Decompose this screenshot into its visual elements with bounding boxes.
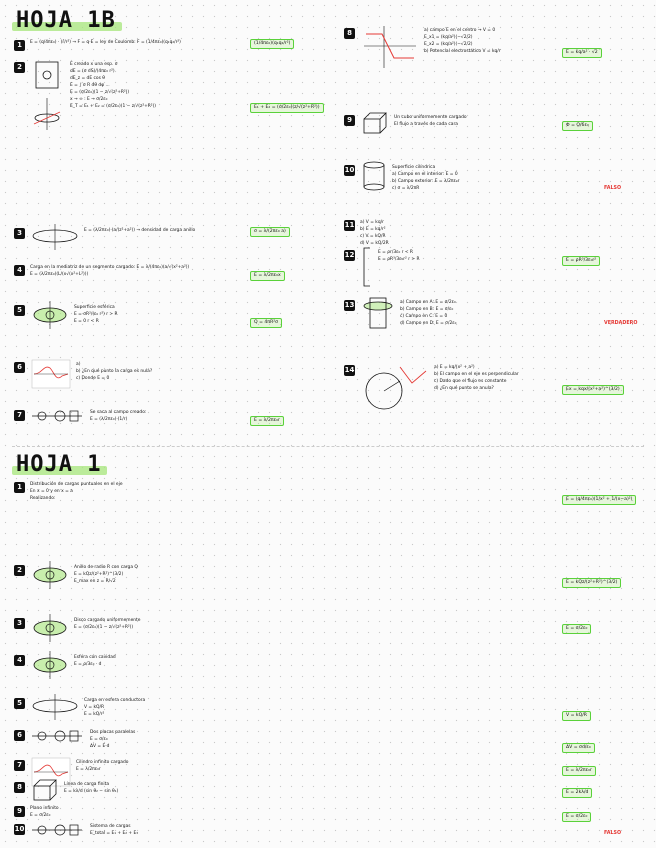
sheet-a-problem-10-answer: FALSO (604, 186, 622, 191)
sheet-a-problem-6-number: 6 (14, 362, 25, 373)
sheet-a-problem-3-number: 3 (14, 228, 25, 239)
sheet-a-problem-11-line: a) V = kq/r (360, 220, 384, 225)
sheet-b-problem-1-line: En x = 0 y en x = a (30, 489, 73, 494)
sheet-b-problem-2-answer: E = kQz/(z²+R²)^(3/2) (562, 578, 621, 588)
sheet-b-problem-6-line: Dos placas paralelas (90, 730, 136, 735)
sheet-a-problem-7-line: Se saca al campo creado: (90, 410, 147, 415)
sheet-a-problem-1-answer: (1/4πε₀)(q₁q₂/r²) (250, 39, 294, 49)
sheet-a-problem-2-line: E = ∫ σ R dθ dφ ... (70, 83, 110, 88)
sheet-a-problem-5-number: 5 (14, 305, 25, 316)
sheet-b-problem-2-line: E = kQz/(z²+R²)^(3/2) (74, 572, 124, 577)
sheet-a-problem-3-line: E = (λ/2πε₀)·(a/(z²+a²)) → densidad de carga anillo (84, 228, 196, 233)
sheet-a-problem-14-number: 14 (344, 366, 355, 374)
sheet-b-problem-10-number: 10 (14, 825, 25, 833)
sheet-a-problem-2-line: E creado x una esp. σ (70, 62, 118, 67)
sheet-a-problem-14-line: d) ¿En qué punto se anula? (434, 386, 494, 391)
sheet-a-problem-2-number: 2 (14, 62, 25, 73)
sheet-separator (12, 446, 644, 447)
sheet-a-problem-5-line: Superficie esférica (74, 305, 115, 310)
sheet-b-problem-2-line: E_max en z = R/√2 (74, 579, 116, 584)
sheet-b-problem-3-answer: E = σ/2ε₀ (562, 624, 591, 634)
sheet-b-problem-6-answer: ΔV = σd/ε₀ (562, 743, 595, 753)
plate-figure (30, 58, 66, 134)
sphere-figure (30, 561, 70, 591)
sheet-b-problem-10-answer: FALSO (604, 831, 622, 836)
sheet-a-problem-2-line: dE_z = dE cos θ (70, 76, 105, 81)
sphere-figure (30, 301, 70, 331)
sheet-a-problem-4-number: 4 (14, 265, 25, 276)
sheet-b-problem-7-line: E = λ/2πε₀r (76, 767, 101, 772)
sheet-b-problem-2-line: Anillo de radio R con carga Q (74, 565, 138, 570)
sheet-a-problem-5-line: E = 0 r < R (74, 319, 99, 324)
sheet-a-problem-13-line: a) Campo en A: E = σ/2ε₀ (400, 300, 456, 305)
sheet-b-problem-3-line: Disco cargado uniformemente (74, 618, 141, 623)
sheet-a-problem-10-line: c) σ = λ/2πR (392, 186, 420, 191)
sheet-a-problem-2-answer: E₁ + E₂ = (σ/2ε₀)(z/√(z²+R²)) (250, 103, 324, 113)
ring-figure (30, 694, 80, 722)
sheet-a-problem-14-line: a) E = kq/(x² + a²) (434, 365, 475, 370)
sheet-b-problem-6-number: 6 (14, 730, 25, 741)
sheet-b-problem-1-line: Realizando: (30, 496, 56, 501)
sheet-a-problem-7-number: 7 (14, 410, 25, 421)
sheet-b-problem-5-line: V = kQ/R (84, 705, 105, 710)
sheet-a-problem-7-line: E = (λ/2πε₀)·(1/r) (90, 417, 128, 422)
line-figure (30, 820, 86, 842)
ring-figure (30, 224, 80, 252)
sheet-a-problem-14-line: c) Dado que el flujo es constante (434, 379, 507, 384)
sheet-a-problem-11-line: b) E = kq/r² (360, 227, 386, 232)
sheet-b-problem-10-line: E_total = E₁ + E₂ + E₃ (90, 831, 139, 836)
sheet-b-problem-5-number: 5 (14, 698, 25, 709)
sheet-a-problem-12-line: E = ρR³/3ε₀r² r > R (378, 257, 420, 262)
line-figure (30, 726, 86, 748)
sheet-a-problem-2-line: E_T = E₁ + E₂ = (σ/2ε₀)(1 − z/√(z²+R²)) (70, 104, 156, 109)
bracket-figure (360, 246, 374, 290)
sheet-a-problem-10-line: b) Campo exterior: E = λ/2πε₀r (392, 179, 460, 184)
sheet-a-problem-6-line: a) (76, 362, 81, 367)
sheet-b-problem-5-answer: V = kQ/R (562, 711, 591, 721)
sheet-a-problem-8-answer: E = kq/a² · √2 (562, 48, 602, 58)
sheet-a-problem-5-answer: Q = 4πR²σ (250, 318, 282, 328)
cyl-figure (360, 161, 388, 193)
sheet-a-problem-13-line: b) Campo en B: E = σ/ε₀ (400, 307, 454, 312)
graph-figure (30, 358, 72, 390)
cube-figure (360, 111, 390, 137)
sheet-a-problem-2-line: E = (σ/2ε₀)(1 − z/√(z²+R²)) (70, 90, 130, 95)
plot-figure (360, 24, 420, 70)
sheet-b-problem-6-line: E = σ/ε₀ (90, 737, 108, 742)
sheet-a-problem-12-number: 12 (344, 251, 355, 259)
cube-figure (30, 778, 60, 804)
sheet-b-problem-3-line: E = (σ/2ε₀)(1 − z/√(z²+R²)) (74, 625, 134, 630)
sheet-b-problem-8-answer: E = 2kλ/d (562, 788, 592, 798)
sheet-a-problem-10-number: 10 (344, 166, 355, 174)
sheet-a-problem-8-line: b) Potencial electrostático V = kq/r (424, 49, 501, 54)
sheet-b-problem-3-number: 3 (14, 618, 25, 629)
sphere-figure (30, 651, 70, 681)
sheet-a-problem-10-line: Superficie cilíndrica (392, 165, 436, 170)
line-figure (30, 406, 86, 428)
sheet-b-problem-7-answer: E = λ/2πε₀r (562, 766, 596, 776)
sheet-b-problem-4-number: 4 (14, 655, 25, 666)
sheet-a-problem-8-line: E_x1 = (kq/a²)(−√2/2) (424, 35, 473, 40)
sheet-a-problem-13-number: 13 (344, 301, 355, 309)
sheet-a-problem-4-answer: E = λ/2πε₀x (250, 271, 285, 281)
circle-figure (360, 361, 430, 413)
sheet-a-problem-12-answer: E = ρR³/3ε₀r² (562, 256, 600, 266)
sheet-a-problem-14-answer: Ex = kqx/(x²+a²)^(3/2) (562, 385, 624, 395)
sheet-a-problem-2-line: x → ∞ : E → σ/2ε₀ (70, 97, 108, 102)
sheet-b-problem-8-line: Línea de carga finita (64, 782, 110, 787)
sheet-a-problem-9-line: Un cubo uniformemente cargado (394, 115, 467, 120)
sheet-a-problem-9-line: El flujo a través de cada cara (394, 122, 458, 127)
sheet-a-problem-5-line: E = σR²/(ε₀ r²) r > R (74, 312, 118, 317)
sheet-b-problem-1-answer: E = (q/4πε₀)(1/x² + 1/(x−a)²) (562, 495, 636, 505)
sheet-b-problem-1-number: 1 (14, 482, 25, 493)
sheet-b-title: HOJA 1 (16, 452, 102, 477)
sheet-a-problem-1-number: 1 (14, 40, 25, 51)
sheet-a-problem-13-line: d) Campo en D: E = σ/2ε₀ (400, 321, 457, 326)
sheet-a-problem-1-line: E = (q/4πε₀) · (r̂/r²) → F = q·E = ley de Coulomb: F = (1/4πε₀)(q₁q₂/r²) (30, 40, 181, 45)
sheet-b-problem-8-number: 8 (14, 782, 25, 793)
sheet-a-problem-9-number: 9 (344, 115, 355, 126)
sheet-a-problem-2-line: dE = (σ dS)/(4πε₀ r²) (70, 69, 115, 74)
sheet-a-problem-6-line: b) ¿En qué punto la carga es nula? (76, 369, 153, 374)
sheet-a-problem-6-line: c) Donde E = 0 (76, 376, 110, 381)
sheet-b-problem-9-line: E = σ/2ε₀ (30, 813, 51, 818)
sheet-b-problem-1-line: Distribución de cargas puntuales en el eje (30, 482, 123, 487)
sheet-b-problem-7-line: Cilindro infinito cargado (76, 760, 129, 765)
sheet-b-problem-9-answer: E = σ/2ε₀ (562, 812, 591, 822)
sheet-a-problem-11-line: c) V = kQ/R (360, 234, 386, 239)
sheet-b-problem-6-line: ΔV = E·d (90, 744, 110, 749)
sheet-a-problem-9-answer: Φ = Q/6ε₀ (562, 121, 593, 131)
sheet-a-problem-13-answer: VERDADERO (604, 321, 638, 326)
sheet-b-problem-5-line: E = kQ/r² (84, 712, 105, 717)
sheet-a-problem-12-line: E = ρr/3ε₀ r < R (378, 250, 413, 255)
sphere-figure (30, 614, 70, 644)
sheet-a-problem-8-number: 8 (344, 28, 355, 39)
sheet-a-problem-11-line: d) V = kQ/2R (360, 241, 389, 246)
sheet-b-problem-10-line: Sistema de cargas (90, 824, 131, 829)
sheet-b-problem-7-number: 7 (14, 760, 25, 771)
sheet-a-problem-8-line: E_x2 = (kq/a²)(−√2/2) (424, 42, 473, 47)
sheet-b-problem-4-line: Esfera con cavidad (74, 655, 116, 660)
sheet-b-problem-4-line: E = ρ/3ε₀ · d (74, 662, 102, 667)
sheet-a-problem-7-answer: E = λ/2πε₀r (250, 416, 284, 426)
sheet-a-problem-8-line: a) campo E en el centro → V = 0 (424, 28, 496, 33)
sheet-a-problem-13-line: c) Campo en C: E = 0 (400, 314, 448, 319)
sheet-a-problem-11-number: 11 (344, 221, 355, 229)
sheet-a-problem-3-answer: σ = λ/(2πε₀ a) (250, 227, 290, 237)
sheet-a-problem-14-line: b) El campo en el eje es perpendicular (434, 372, 519, 377)
sheet-a-title: HOJA 1B (16, 8, 116, 33)
sheet-b-problem-9-number: 9 (14, 806, 25, 817)
sheet-a-problem-4-line: E = (λ/2πε₀)(L/(x√(x²+L²))) (30, 272, 89, 277)
sheet-b-problem-8-line: E = kλ/d (sin θ₂ − sin θ₁) (64, 789, 119, 794)
sheet-a-problem-10-line: a) Campo en el interior: E = 0 (392, 172, 458, 177)
sheet-b-problem-5-line: Carga en esfera conductora (84, 698, 146, 703)
cylinder2-figure (360, 296, 396, 332)
sheet-a-problem-4-line: Carga en la mediatriz de un segmento cargado: E = λ/(4πε₀)(a/√(x²+a²)) (30, 265, 190, 270)
sheet-b-problem-9-line: Plano infinito (30, 806, 59, 811)
sheet-b-problem-2-number: 2 (14, 565, 25, 576)
